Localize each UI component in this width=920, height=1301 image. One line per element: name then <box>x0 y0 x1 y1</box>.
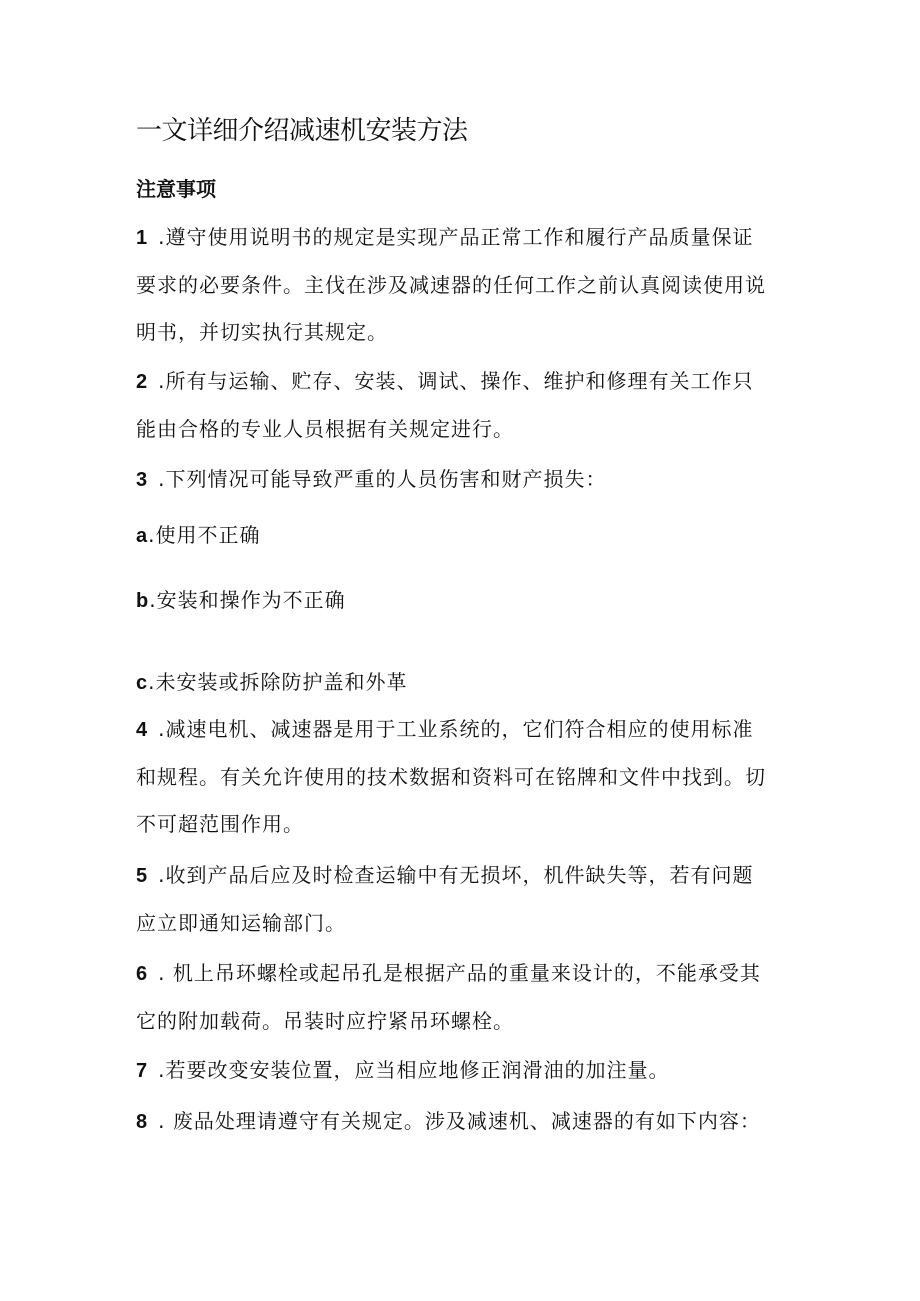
list-item-number: 5 <box>136 865 149 887</box>
list-item-1 <box>136 214 786 356</box>
list-item-7-line-1 <box>136 1047 786 1095</box>
list-item-5 <box>136 852 786 947</box>
list-item-text: 要求的必要条件。主伐在涉及减速器的任何工作之前认真阅读使用说 <box>136 273 766 297</box>
list-item-text: 能由合格的专业人员根据有关规定进行。 <box>136 417 514 441</box>
list-item-4 <box>136 706 786 848</box>
list-item-1-line-1 <box>136 214 786 262</box>
list-item-text: .所有与运输、贮存、安装、调试、操作、维护和修理有关工作只 <box>158 369 754 393</box>
list-item-letter: b <box>136 590 150 612</box>
list-item-number: 7 <box>136 1060 149 1082</box>
list-item-7 <box>136 1047 786 1095</box>
list-item-number: 1 <box>136 227 149 249</box>
list-item-4-line-1 <box>136 706 786 754</box>
document-title: 一文详细介绍减速机安装方法 <box>136 116 468 146</box>
list-item-5-line-1 <box>136 852 786 900</box>
list-item-text: .遵守使用说明书的规定是实现产品正常工作和履行产品质量保证 <box>158 225 754 249</box>
list-item-a-line-1 <box>136 512 786 560</box>
list-item-c-line-1 <box>136 659 786 707</box>
list-item-6-line-1 <box>136 950 786 998</box>
list-item-b-line-1 <box>136 577 786 625</box>
list-item-3-line-1 <box>136 456 786 504</box>
list-item-8-line-1 <box>136 1098 786 1146</box>
list-item-letter: a <box>136 525 149 547</box>
list-item-text: 不可超范围作用。 <box>136 812 304 836</box>
list-item-b <box>136 577 786 625</box>
section-heading: 注意事项 <box>136 177 216 201</box>
list-item-text: .安装和操作为不正确 <box>149 588 346 612</box>
list-item-number: 6 <box>136 963 149 985</box>
list-item-text: .使用不正确 <box>148 523 261 547</box>
list-item-8 <box>136 1098 786 1146</box>
list-item-number: 4 <box>136 719 149 741</box>
list-item-text: 明书，并切实执行其规定。 <box>136 320 388 344</box>
list-item-text: .减速电机、减速器是用于工业系统的，它们符合相应的使用标准 <box>158 717 754 741</box>
list-item-6 <box>136 950 786 1045</box>
list-item-text: 它的附加载荷。吊装时应拧紧吊环螺栓。 <box>136 1009 514 1033</box>
list-item-2-line-1 <box>136 358 786 406</box>
list-item-number: 8 <box>136 1111 149 1133</box>
list-item-text: . 废品处理请遵守有关规定。涉及减速机、减速器的有如下内容： <box>158 1109 761 1133</box>
list-item-text: .下列情况可能导致严重的人员伤害和财产损失： <box>158 467 607 491</box>
list-item-3 <box>136 456 786 504</box>
list-item-text: .未安装或拆除防护盖和外革 <box>148 670 408 694</box>
list-item-text: .收到产品后应及时检查运输中有无损坏，机件缺失等，若有问题 <box>158 863 754 887</box>
list-item-number: 3 <box>136 469 149 491</box>
list-item-text: 应立即通知运输部门。 <box>136 911 346 935</box>
list-item-text: . 机上吊环螺栓或起吊孔是根据产品的重量来设计的，不能承受其 <box>158 961 761 985</box>
list-item-2 <box>136 358 786 453</box>
list-item-number: 2 <box>136 371 149 393</box>
list-item-a <box>136 512 786 560</box>
list-item-text: .若要改变安装位置，应当相应地修正润滑油的加注量。 <box>158 1058 670 1082</box>
list-item-letter: c <box>136 672 149 694</box>
list-item-c <box>136 659 786 707</box>
list-item-text: 和规程。有关允许使用的技术数据和资料可在铭牌和文件中找到。切 <box>136 765 766 789</box>
